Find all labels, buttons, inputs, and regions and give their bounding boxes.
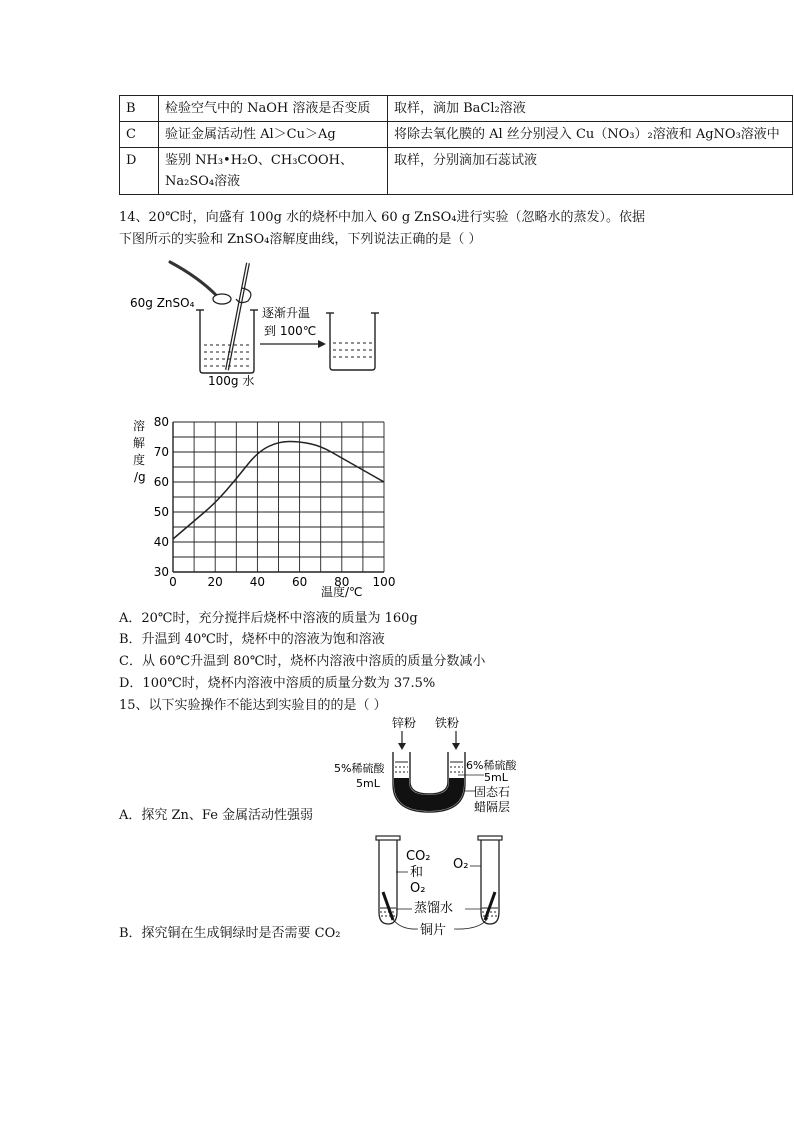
iron-label: 铁粉 xyxy=(435,716,460,730)
q14-stem-line1: 14、20℃时，向盛有 100g 水的烧杯中加入 60 g ZnSO₄进行实验（忽略水的蒸发）。依据 xyxy=(119,210,645,225)
row-method: 将除去氧化膜的 Al 丝分别浸入 Cu（NO₃）₂溶液和 AgNO₃溶液中 xyxy=(388,122,793,148)
dissolution-experiment-figure xyxy=(128,255,408,390)
vol-left-label: 5mL xyxy=(356,777,380,790)
x-tick-label: 0 xyxy=(169,575,177,589)
ylabel-char-3: 度 xyxy=(133,453,146,467)
table-row xyxy=(120,96,793,122)
q14-option-d: D．100℃时，烧杯内溶液中溶质的质量分数为 37.5% xyxy=(119,676,436,691)
chart-grid xyxy=(173,422,384,572)
y-tick-label: 80 xyxy=(153,415,169,429)
x-tick-label: 80 xyxy=(334,575,350,589)
o2-left-label: O₂ xyxy=(410,881,426,896)
options-table xyxy=(119,95,793,195)
acid-levels xyxy=(395,762,463,772)
row-purpose: 验证金属活动性 Al＞Cu＞Ag xyxy=(159,122,388,148)
ylabel-char-2: 解 xyxy=(133,436,146,450)
row-letter: D xyxy=(120,148,159,195)
q15-option-b: B．探究铜在生成铜绿时是否需要 CO₂ xyxy=(119,926,341,941)
ylabel-char-4: /g xyxy=(134,470,146,484)
y-tick-label: 30 xyxy=(153,565,169,579)
row-letter: B xyxy=(120,96,159,122)
table-row xyxy=(120,122,793,148)
zinc-label: 锌粉 xyxy=(392,716,417,730)
beaker-label: 100g 水 xyxy=(208,374,255,388)
row-purpose: 检验空气中的 NaOH 溶液是否变质 xyxy=(159,96,388,122)
row-letter: C xyxy=(120,122,159,148)
q14-stem-line2: 下图所示的实验和 ZnSO₄溶解度曲线，下列说法正确的是（ ） xyxy=(119,232,482,247)
row-purpose: 鉴别 NH₃•H₂O、CH₃COOH、Na₂SO₄溶液 xyxy=(159,148,388,195)
q14-option-a: A．20℃时，充分搅拌后烧杯中溶液的质量为 160g xyxy=(119,611,418,626)
x-tick-label: 60 xyxy=(291,575,308,589)
stopper-left xyxy=(376,836,400,840)
q15-stem: 15、以下实验操作不能达到实验目的的是（ ） xyxy=(119,698,387,713)
u-tube-figure xyxy=(330,714,550,814)
water-label: 蒸馏水 xyxy=(414,901,454,916)
test-tubes-figure xyxy=(370,832,520,944)
q14-option-c: C．从 60℃升温到 80℃时，烧杯内溶液中溶质的质量分数减小 xyxy=(119,654,486,669)
test-tube-left xyxy=(379,840,397,924)
o2-right-label: O₂ xyxy=(453,857,469,872)
ylabel-char-1: 溶 xyxy=(133,419,146,433)
xlabel: 温度/℃ xyxy=(321,585,363,599)
copper-left xyxy=(383,892,393,920)
x-tick-label: 20 xyxy=(207,575,223,589)
acid-left-label: 5%稀硫酸 xyxy=(334,762,385,775)
solubility-chart xyxy=(125,412,415,602)
wax-label-2: 蜡隔层 xyxy=(474,800,511,814)
beaker-right xyxy=(330,313,375,370)
q15-option-a: A．探究 Zn、Fe 金属活动性强弱 xyxy=(119,808,314,823)
y-tick-label: 70 xyxy=(153,445,169,459)
spoon-icon xyxy=(170,262,216,295)
water-level-right xyxy=(333,343,372,357)
spoon-label: 60g ZnSO₄ xyxy=(130,296,195,310)
copper-right xyxy=(485,892,495,920)
y-tick-labels xyxy=(154,415,169,579)
acid-right-label: 6%稀硫酸 xyxy=(466,759,517,772)
spoon-bowl xyxy=(213,294,231,304)
wax-label-1: 固态石 xyxy=(474,785,511,799)
arrow-label-1: 逐渐升温 xyxy=(262,306,311,320)
x-tick-label: 100 xyxy=(372,575,396,589)
table-row xyxy=(120,148,793,195)
y-tick-label: 40 xyxy=(153,535,169,549)
and-label: 和 xyxy=(410,865,424,880)
test-tube-right xyxy=(481,840,499,924)
co2-label: CO₂ xyxy=(406,849,431,864)
x-tick-label: 40 xyxy=(249,575,266,589)
copper-label: 铜片 xyxy=(420,923,447,938)
row-method: 取样，滴加 BaCl₂溶液 xyxy=(388,96,793,122)
vol-right-label: 5mL xyxy=(484,771,508,784)
q14-option-b: B．升温到 40℃时，烧杯中的溶液为饱和溶液 xyxy=(119,632,385,647)
y-tick-label: 50 xyxy=(153,505,169,519)
y-tick-label: 60 xyxy=(153,475,169,489)
row-method: 取样，分别滴加石蕊试液 xyxy=(388,148,793,195)
stopper-right xyxy=(478,836,502,840)
arrow-label-2: 到 100℃ xyxy=(264,324,317,338)
